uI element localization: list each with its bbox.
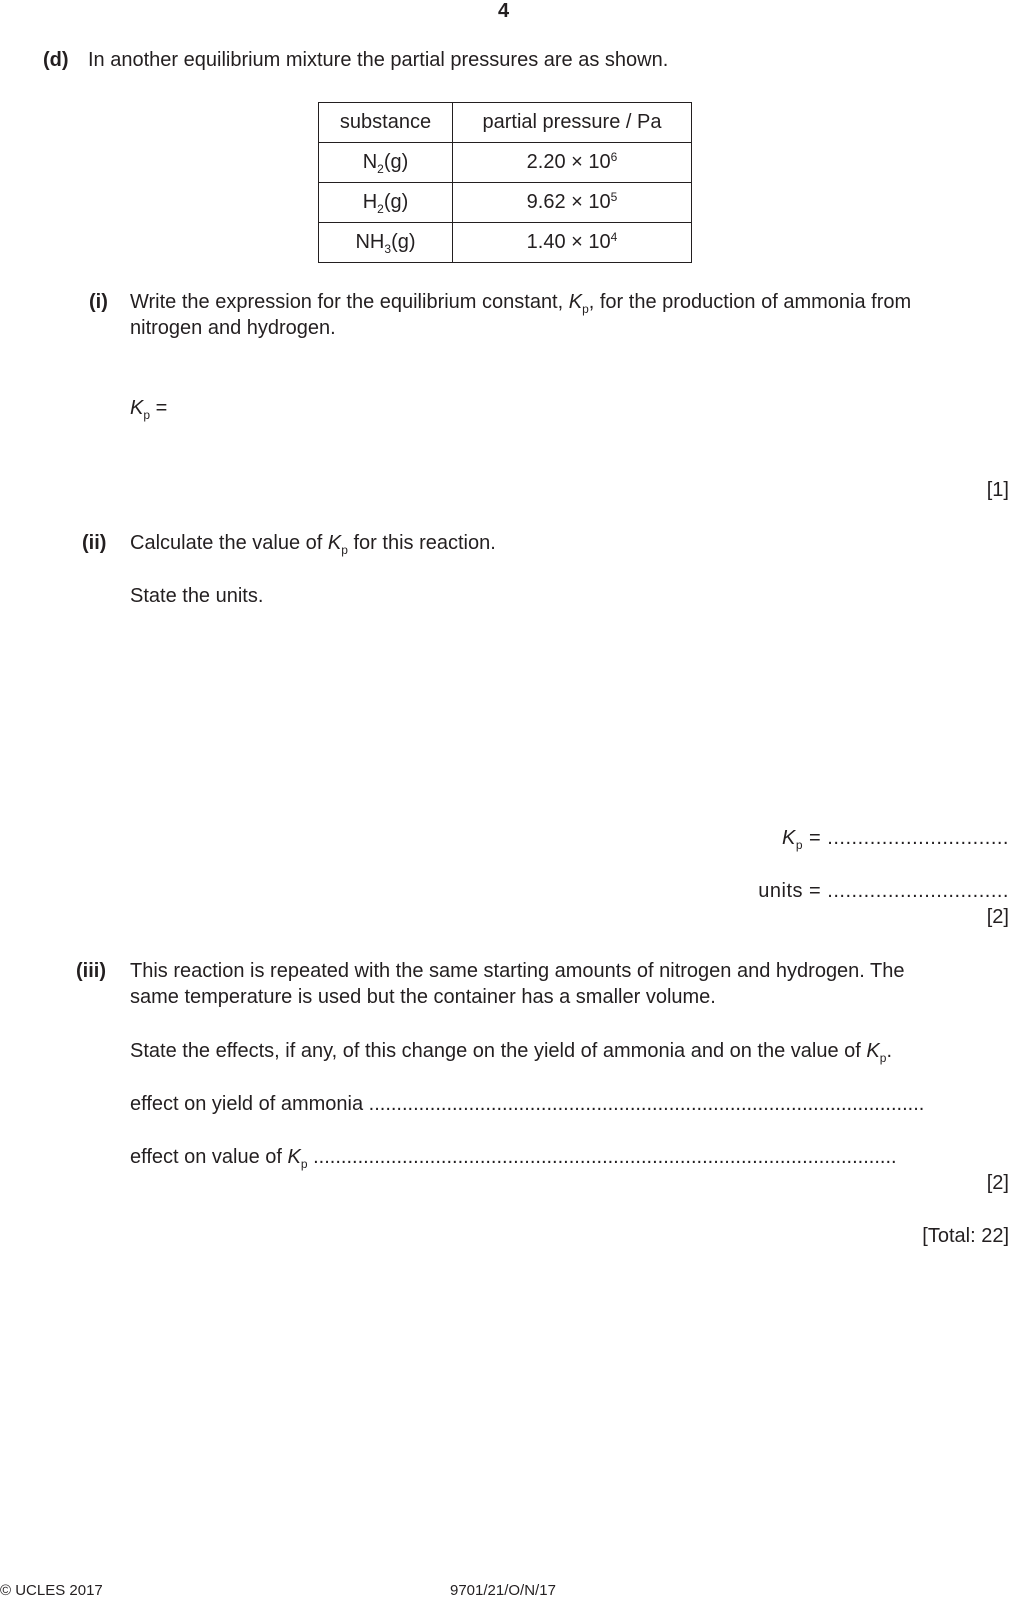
table-row (319, 223, 692, 263)
kp-expression-prompt: $K_p$ = (130, 397, 168, 422)
part-ii-marks: [2] (986, 906, 1009, 928)
part-ii-question-line2: State the units. (130, 585, 264, 607)
part-iii-label: (iii) (76, 960, 106, 982)
part-d-intro: In another equilibrium mixture the partial pressures are as shown. (88, 49, 669, 71)
part-ii-question-line1: Calculate the value of $K_p$ for this reaction. (130, 532, 496, 557)
substance-cell: $NH_3(g)$ (319, 223, 453, 263)
part-iii-marks: [2] (986, 1172, 1009, 1194)
part-d-label: (d) (43, 49, 69, 71)
kp-answer-line[interactable]: $K_p$ = .............................. (781, 827, 1009, 852)
part-iii-question-line3: State the effects, if any, of this change on the yield of ammonia and on the value of $K_p$. (130, 1040, 892, 1065)
footer-paper-code: 9701/21/O/N/17 (450, 1582, 556, 1599)
table-row (319, 143, 692, 183)
pressure-cell: $1.40 \times 10^4$ (453, 223, 692, 263)
header-substance: substance (319, 103, 453, 143)
part-i-label: (i) (89, 291, 108, 313)
footer-copyright: © UCLES 2017 (0, 1582, 103, 1599)
pressure-cell: $9.62 \times 10^5$ (453, 183, 692, 223)
part-iii-question-line2: same temperature is used but the container has a smaller volume. (130, 986, 716, 1008)
pressure-cell: $2.20 \times 10^6$ (453, 143, 692, 183)
units-answer-line[interactable]: units = .............................. (758, 880, 1009, 902)
kp-effect-answer-line[interactable]: effect on value of $K_p$ ......................................................................................................... (130, 1146, 897, 1171)
page-number: 4 (498, 0, 510, 22)
part-ii-label: (ii) (82, 532, 107, 554)
partial-pressure-table (318, 102, 692, 263)
part-i-question-line2: nitrogen and hydrogen. (130, 317, 336, 339)
substance-cell: $N_2(g)$ (319, 143, 453, 183)
header-partial-pressure: partial pressure / Pa (453, 103, 692, 143)
table-header-row (319, 103, 692, 143)
table-row (319, 183, 692, 223)
substance-cell: $H_2(g)$ (319, 183, 453, 223)
part-iii-question-line1: This reaction is repeated with the same starting amounts of nitrogen and hydrogen. The (130, 960, 905, 982)
part-i-question-line1: Write the expression for the equilibrium constant, $K_p$, for the production of ammonia from (130, 291, 912, 316)
yield-answer-line[interactable]: effect on yield of ammonia .................................................................................................... (130, 1093, 925, 1115)
total-marks: [Total: 22] (922, 1225, 1009, 1247)
part-i-marks: [1] (986, 479, 1009, 501)
